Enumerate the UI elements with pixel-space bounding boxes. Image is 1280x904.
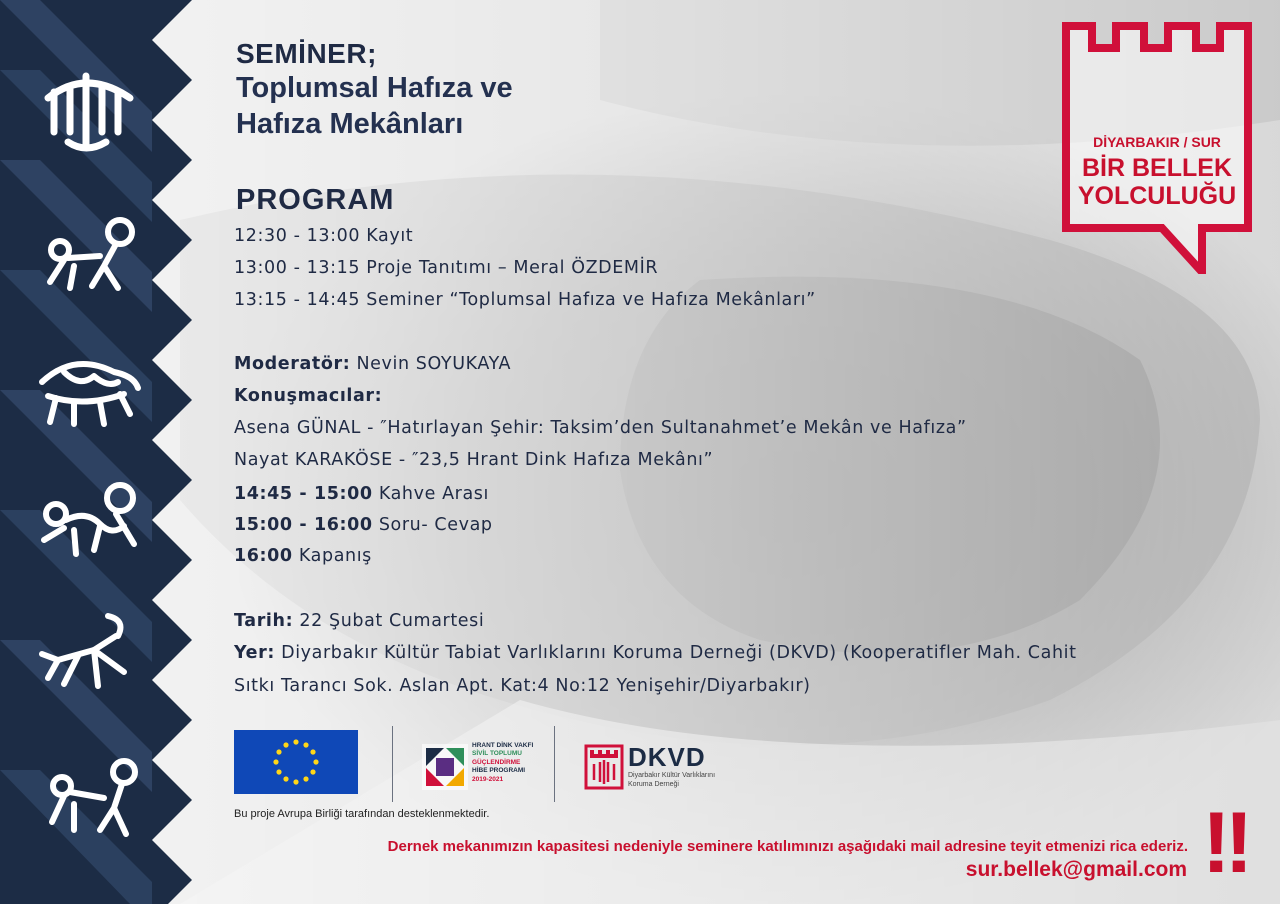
schedule-item — [234, 484, 489, 504]
program-heading: PROGRAM — [236, 184, 395, 216]
schedule-item-text: Kapanış — [298, 546, 372, 566]
date-line — [234, 611, 484, 631]
running-animal-icon — [34, 606, 144, 696]
schedule-item-text: Kahve Arası — [378, 484, 489, 504]
program-item-time: 12:30 - 13:00 — [234, 226, 361, 246]
title-line-3: Hafıza Mekânları — [236, 108, 464, 140]
seminar-title — [236, 38, 513, 142]
contact-email-link[interactable]: sur.bellek@gmail.com — [965, 858, 1187, 881]
badge-line-2: BİR BELLEK — [1082, 154, 1232, 182]
hdv-line: 2019-2021 — [472, 775, 504, 783]
sponsor-logos — [234, 726, 734, 806]
program-item-time: 13:15 - 14:45 — [234, 290, 361, 310]
schedule-item — [234, 546, 372, 566]
hdv-line: HİBE PROGRAMI — [472, 767, 526, 775]
dkvd-sub-1: Diyarbakır Kültür Varlıklarını — [628, 772, 716, 779]
animal-figure-icon — [34, 342, 144, 432]
schedule-item — [234, 515, 493, 535]
speaker-item: Nayat KARAKÖSE - ″23,5 Hrant Dink Hafıza Mekânı” — [234, 450, 714, 470]
eagle-emblem-icon — [34, 62, 144, 152]
sur-badge — [1062, 22, 1252, 274]
hrant-dink-logo — [422, 744, 562, 800]
schedule-item-time: 14:45 - 15:00 — [234, 484, 373, 504]
title-seminer: SEMİNER; — [236, 38, 377, 69]
speaker-item: Asena GÜNAL - ″Hatırlayan Şehir: Taksim’den Sultanahmet’e Mekân ve Hafıza” — [234, 418, 967, 438]
dkvd-castle-icon — [584, 744, 624, 790]
schedule-item-time: 16:00 — [234, 546, 293, 566]
date-value: 22 Şubat Cumartesi — [299, 611, 485, 631]
hdv-line: SİVİL TOPLUMU — [472, 750, 522, 758]
logo-divider — [392, 726, 393, 802]
dkvd-logo — [584, 744, 734, 792]
eu-stars-icon — [234, 730, 358, 794]
dancing-figures-icon — [34, 474, 144, 564]
program-item — [234, 226, 413, 246]
program-item-text: Seminer “Toplumsal Hafıza ve Hafıza Mekânları” — [366, 290, 816, 310]
date-label: Tarih: — [234, 611, 294, 631]
hdv-line: HRANT DİNK VAKFI — [472, 742, 534, 749]
venue-line — [234, 643, 1077, 663]
moderator-line — [234, 354, 511, 374]
program-item — [234, 290, 816, 310]
logo-divider — [554, 726, 555, 802]
schedule-item-time: 15:00 - 16:00 — [234, 515, 373, 535]
program-item-text: Kayıt — [366, 226, 414, 246]
schedule-item-text: Soru- Cevap — [378, 515, 493, 535]
exclamation-marks: !! — [1202, 795, 1248, 891]
venue-address-line2: Sıtkı Tarancı Sok. Aslan Apt. Kat:4 No:12 Yenişehir/Diyarbakır) — [234, 676, 811, 696]
badge-line-1: DİYARBAKIR / SUR — [1093, 134, 1221, 150]
eu-flag-logo — [234, 730, 358, 794]
moderator-name: Nevin SOYUKAYA — [356, 354, 512, 374]
badge-line-3: YOLCULUĞU — [1077, 182, 1237, 210]
moderator-label: Moderatör: — [234, 354, 351, 374]
figure-with-child-icon — [34, 752, 144, 842]
venue-label: Yer: — [234, 643, 275, 663]
speakers-heading — [234, 386, 382, 406]
venue-address-line1: Diyarbakır Kültür Tabiat Varlıklarını Koruma Derneği (DKVD) (Kooperatifler Mah. Cahit — [281, 643, 1077, 663]
program-item-time: 13:00 - 13:15 — [234, 258, 361, 278]
program-item — [234, 258, 658, 278]
speakers-label: Konuşmacılar: — [234, 386, 383, 406]
hdv-line: GÜÇLENDİRME — [472, 758, 521, 766]
hdv-emblem-icon — [422, 744, 468, 790]
dkvd-name: DKVD — [628, 742, 706, 772]
figures-pair-icon — [34, 210, 144, 300]
program-item-text: Proje Tanıtımı – Meral ÖZDEMİR — [366, 258, 659, 278]
title-line-2: Toplumsal Hafıza ve — [236, 72, 513, 104]
eu-support-caption: Bu proje Avrupa Birliği tarafından desteklenmektedir. — [234, 808, 490, 820]
dkvd-sub-2: Koruma Derneği — [628, 781, 679, 788]
capacity-notice: Dernek mekanımızın kapasitesi nedeniyle seminere katılımınızı aşağıdaki mail adresine teyit etmenizi rica ederiz. — [387, 838, 1188, 855]
